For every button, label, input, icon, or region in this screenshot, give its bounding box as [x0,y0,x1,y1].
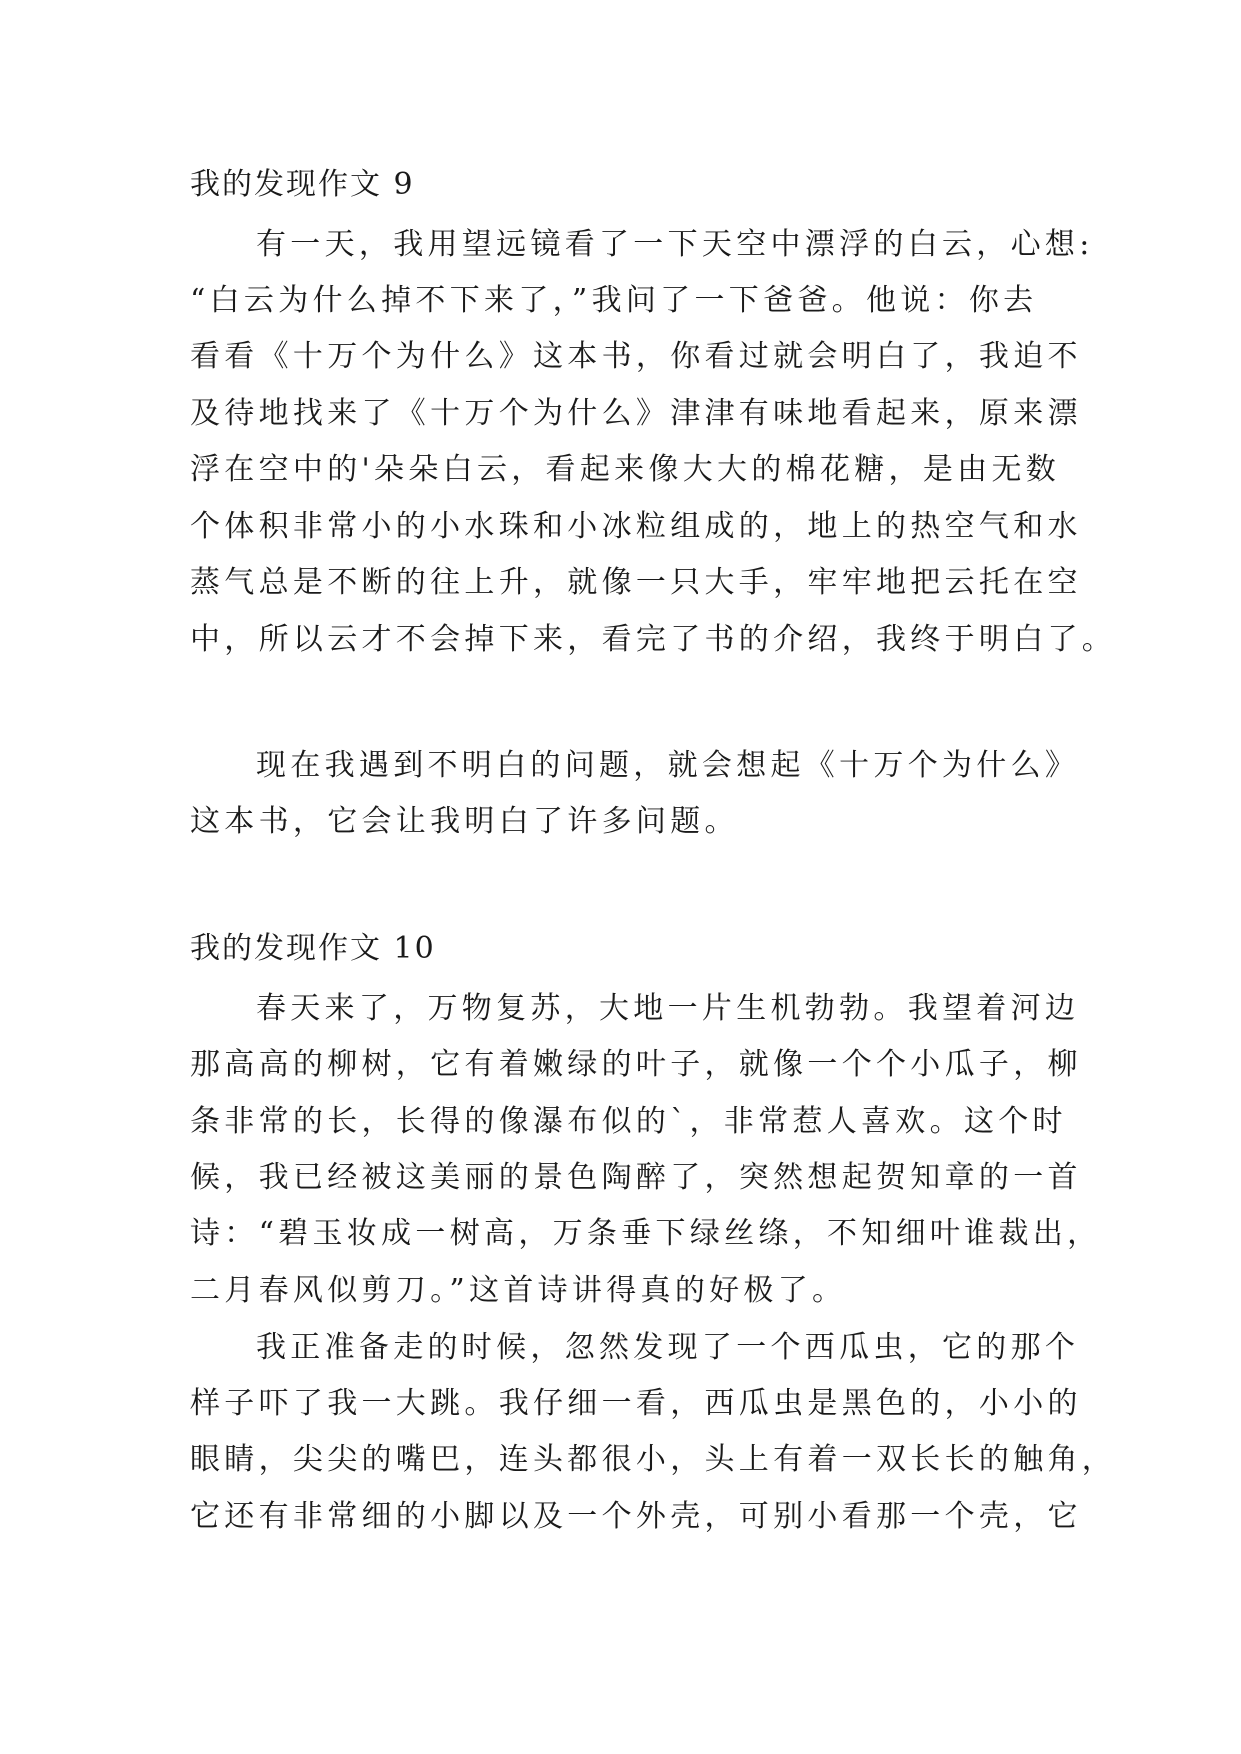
text-line: 二月春风似剪刀。”这首诗讲得真的好极了。 [190,1273,847,1308]
text-line: 现在我遇到不明白的问题，就会想起《十万个为什么》 [256,748,1080,783]
text-line: 看看《十万个为什么》这本书，你看过就会明白了，我迫不 [190,339,1082,374]
text-line: 我正准备走的时候，忽然发现了一个西瓜虫，它的那个 [256,1330,1080,1365]
essay-10-title: 我的发现作文 10 [190,931,436,966]
text-line: 春天来了，万物复苏，大地一片生机勃勃。我望着河边 [256,991,1080,1026]
text-line: 诗：“碧玉妆成一树高，万条垂下绿丝绦，不知细叶谁裁出， [190,1216,1102,1251]
text-line: 这本书，它会让我明白了许多问题。 [190,804,739,839]
text-line: 那高高的柳树，它有着嫩绿的叶子，就像一个个小瓜子，柳 [190,1047,1082,1082]
text-line: 它还有非常细的小脚以及一个外壳，可别小看那一个壳，它 [190,1499,1082,1534]
text-line: 浮在空中的'朵朵白云，看起来像大大的棉花糖，是由无数 [190,452,1061,487]
text-line: 有一天，我用望远镜看了一下天空中漂浮的白云，心想: [256,227,1094,262]
text-line: 及待地找来了《十万个为什么》津津有味地看起来，原来漂 [190,396,1082,431]
text-line: 眼睛，尖尖的嘴巴，连头都很小，头上有着一双长长的触角， [190,1442,1117,1477]
text-line: 蒸气总是不断的往上升，就像一只大手，牢牢地把云托在空 [190,565,1082,600]
text-line: “白云为什么掉不下来了，”我问了一下爸爸。他说：你去 [190,283,1038,318]
essay-9-title: 我的发现作文 9 [190,167,415,202]
text-line: 个体积非常小的小水珠和小冰粒组成的，地上的热空气和水 [190,509,1082,544]
text-line: 条非常的长，长得的像瀑布似的`，非常惹人喜欢。这个时 [190,1104,1067,1139]
text-line: 中，所以云才不会掉下来，看完了书的介绍，我终于明白了。 [190,622,1117,657]
text-line: 候，我已经被这美丽的景色陶醉了，突然想起贺知章的一首 [190,1160,1082,1195]
text-line: 样子吓了我一大跳。我仔细一看，西瓜虫是黑色的，小小的 [190,1386,1082,1421]
